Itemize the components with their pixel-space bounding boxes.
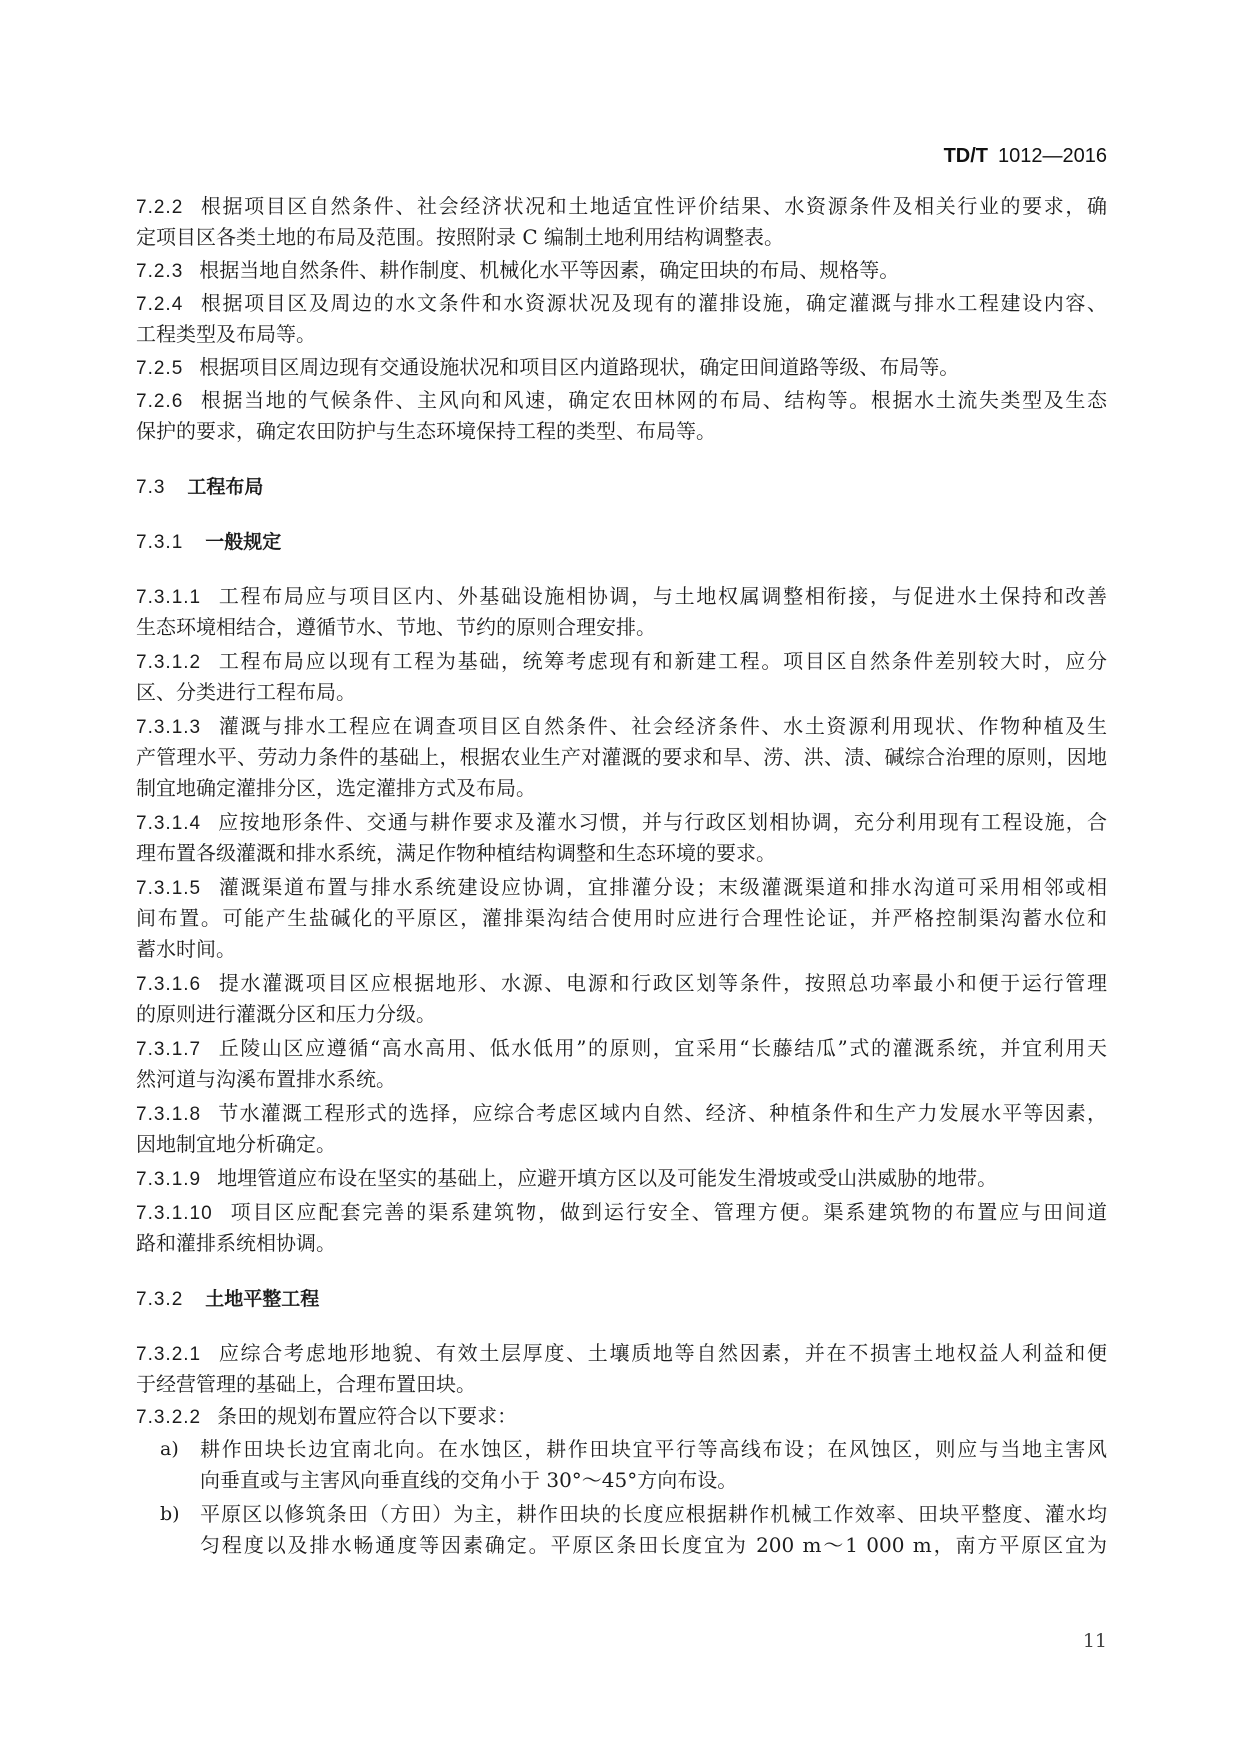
clause-line — [136, 1369, 1107, 1400]
clause-line — [136, 1228, 1107, 1259]
clause-line — [136, 352, 1107, 383]
clause-line — [136, 1033, 1107, 1064]
clause-number: 7.3.1.9 — [136, 1169, 202, 1190]
list-item-a — [136, 1434, 1107, 1496]
clause-text: 节水灌溉工程形式的选择，应综合考虑区域内自然、经济、种植条件和生产力发展水平等因素， — [217, 1101, 1107, 1125]
clause-text: 理布置各级灌溉和排水系统，满足作物种植结构调整和生态环境的要求。 — [136, 841, 776, 865]
list-item-text: 匀程度以及排水畅通度等因素确定。平原区条田长度宜为 200 m～1 000 m，南方平原区宜为 — [200, 1533, 1107, 1557]
clause-line — [136, 742, 1107, 773]
clause-text: 工程布局应与项目区内、外基础设施相协调，与土地权属调整相衔接，与促进水土保持和改善 — [217, 584, 1107, 608]
clause-line — [136, 646, 1107, 677]
standard-code-header — [944, 141, 1107, 172]
clause-7-2-6 — [136, 385, 1107, 447]
clause-line — [136, 968, 1107, 999]
clause-line — [136, 1401, 1107, 1432]
clause-7-2-4 — [136, 288, 1107, 350]
clause-7-3-1-1 — [136, 581, 1107, 643]
page-number: 11 — [1082, 1630, 1107, 1652]
clause-number: 7.3.1.3 — [136, 717, 202, 738]
clause-number: 7.2.4 — [136, 294, 184, 315]
clause-line — [136, 1163, 1107, 1194]
clause-number: 7.2.2 — [136, 197, 184, 218]
clause-text: 项目区应配套完善的渠系建筑物，做到运行安全、管理方便。渠系建筑物的布置应与田间道 — [228, 1200, 1107, 1224]
list-item-line — [200, 1465, 1107, 1496]
list-item-text: 耕作田块长边宜南北向。在水蚀区，耕作田块宜平行等高线布设；在风蚀区，则应与当地主害风 — [200, 1437, 1107, 1461]
clause-text: 根据项目区自然条件、社会经济状况和土地适宜性评价结果、水资源条件及相关行业的要求，确 — [199, 194, 1107, 218]
clause-line — [136, 934, 1107, 965]
clause-text: 因地制宜地分析确定。 — [136, 1132, 336, 1156]
clause-text: 定项目区各类土地的布局及范围。按照附录 C 编制土地利用结构调整表。 — [136, 225, 785, 249]
document-body — [136, 191, 1107, 1561]
clause-line — [136, 773, 1107, 804]
clause-line — [136, 999, 1107, 1030]
clause-text: 提水灌溉项目区应根据地形、水源、电源和行政区划等条件，按照总功率最小和便于运行管理 — [217, 971, 1107, 995]
clause-text: 保护的要求，确定农田防护与生态环境保持工程的类型、布局等。 — [136, 419, 716, 443]
clause-line — [136, 903, 1107, 934]
clause-7-3-1-10 — [136, 1197, 1107, 1259]
clause-line — [136, 1197, 1107, 1228]
clause-line — [136, 1098, 1107, 1129]
clause-text: 根据当地的气候条件、主风向和风速，确定农田林网的布局、结构等。根据水土流失类型及生态 — [199, 388, 1107, 412]
list-item-text: 平原区以修筑条田（方田）为主，耕作田块的长度应根据耕作机械工作效率、田块平整度、灌水均 — [200, 1502, 1107, 1526]
clause-text: 蓄水时间。 — [136, 937, 236, 961]
clause-line — [136, 677, 1107, 708]
clause-line — [136, 191, 1107, 222]
clause-number: 7.2.3 — [136, 261, 184, 282]
clause-text: 然河道与沟溪布置排水系统。 — [136, 1067, 396, 1091]
clause-number: 7.3.1.10 — [136, 1203, 213, 1224]
heading-title: 土地平整工程 — [205, 1288, 320, 1310]
clause-text: 产管理水平、劳动力条件的基础上，根据农业生产对灌溉的要求和旱、涝、洪、渍、碱综合治理的原则，因地 — [136, 745, 1107, 769]
list-item-label: a) — [160, 1438, 179, 1460]
clause-number: 7.3.1.6 — [136, 974, 202, 995]
standard-number: 1012—2016 — [998, 145, 1107, 167]
clause-number: 7.3.2.1 — [136, 1344, 202, 1365]
clause-line — [136, 385, 1107, 416]
clause-line — [136, 255, 1107, 286]
clause-text: 工程类型及布局等。 — [136, 322, 316, 346]
clause-line — [136, 581, 1107, 612]
clause-line — [136, 288, 1107, 319]
clause-text: 的原则进行灌溉分区和压力分级。 — [136, 1002, 436, 1026]
clause-line — [136, 222, 1107, 253]
clause-text: 于经营管理的基础上，合理布置田块。 — [136, 1372, 476, 1396]
clause-line — [136, 416, 1107, 447]
clause-number: 7.3.1.2 — [136, 652, 202, 673]
heading-number: 7.3 — [136, 477, 166, 498]
heading-title: 一般规定 — [205, 531, 282, 553]
clause-7-2-2 — [136, 191, 1107, 253]
clause-number: 7.2.6 — [136, 391, 184, 412]
clause-text: 路和灌排系统相协调。 — [136, 1231, 336, 1255]
clause-line — [136, 1064, 1107, 1095]
clause-number: 7.3.1.8 — [136, 1104, 202, 1125]
clause-text: 灌溉与排水工程应在调查项目区自然条件、社会经济条件、水土资源利用现状、作物种植及生 — [217, 714, 1107, 738]
clause-7-3-1-4 — [136, 807, 1107, 869]
list-item-line — [200, 1530, 1107, 1561]
list-item-label: b) — [160, 1503, 180, 1525]
clause-7-3-1-5 — [136, 872, 1107, 965]
clause-text: 根据项目区周边现有交通设施状况和项目区内道路现状，确定田间道路等级、布局等。 — [199, 355, 960, 379]
clause-text: 灌溉渠道布置与排水系统建设应协调，宜排灌分设；末级灌溉渠道和排水沟道可采用相邻或相 — [217, 875, 1107, 899]
clause-7-3-1-9 — [136, 1163, 1107, 1194]
list-item-line — [200, 1499, 1107, 1530]
heading-title: 工程布局 — [187, 476, 264, 498]
clause-line — [136, 872, 1107, 903]
clause-text: 制宜地确定灌排分区，选定灌排方式及布局。 — [136, 776, 536, 800]
clause-7-2-5 — [136, 352, 1107, 383]
standard-prefix: TD/T — [943, 145, 989, 167]
clause-line — [136, 1338, 1107, 1369]
heading-number: 7.3.2 — [136, 1289, 184, 1310]
clause-number: 7.3.1.7 — [136, 1039, 202, 1060]
clause-line — [136, 838, 1107, 869]
list-item-line — [200, 1434, 1107, 1465]
clause-7-3-1-3 — [136, 711, 1107, 804]
clause-text: 间布置。可能产生盐碱化的平原区，灌排渠沟结合使用时应进行合理性论证，并严格控制渠沟蓄水位和 — [136, 906, 1107, 930]
clause-text: 根据项目区及周边的水文条件和水资源状况及现有的灌排设施，确定灌溉与排水工程建设内容、 — [199, 291, 1107, 315]
clause-7-3-1-7 — [136, 1033, 1107, 1095]
clause-text: 区、分类进行工程布局。 — [136, 680, 356, 704]
clause-7-3-1-8 — [136, 1098, 1107, 1160]
clause-text: 应综合考虑地形地貌、有效土层厚度、土壤质地等自然因素，并在不损害土地权益人利益和便 — [217, 1341, 1107, 1365]
clause-line — [136, 807, 1107, 838]
clause-text: 根据当地自然条件、耕作制度、机械化水平等因素，确定田块的布局、规格等。 — [199, 258, 900, 282]
clause-7-3-2-2 — [136, 1401, 1107, 1561]
clause-line — [136, 1129, 1107, 1160]
clause-text: 地埋管道应布设在坚实的基础上，应避开填方区以及可能发生滑坡或受山洪威胁的地带。 — [217, 1166, 998, 1190]
clause-number: 7.3.1.4 — [136, 813, 202, 834]
clause-7-2-3 — [136, 255, 1107, 286]
clause-text: 生态环境相结合，遵循节水、节地、节约的原则合理安排。 — [136, 615, 656, 639]
clause-text: 应按地形条件、交通与耕作要求及灌水习惯，并与行政区划相协调，充分利用现有工程设施，合 — [217, 810, 1107, 834]
clause-number: 7.3.1.1 — [136, 587, 202, 608]
clause-text: 丘陵山区应遵循“高水高用、低水低用”的原则，宜采用“长藤结瓜”式的灌溉系统，并宜利用天 — [217, 1036, 1107, 1060]
list-item-b — [136, 1499, 1107, 1561]
clause-number: 7.2.5 — [136, 358, 184, 379]
list-item-text: 向垂直或与主害风向垂直线的交角小于 30°～45°方向布设。 — [200, 1468, 738, 1492]
section-heading-7-3-2 — [136, 1283, 1107, 1314]
clause-text: 工程布局应以现有工程为基础，统筹考虑现有和新建工程。项目区自然条件差别较大时，应分 — [217, 649, 1107, 673]
clause-number: 7.3.1.5 — [136, 878, 202, 899]
clause-7-3-2-1 — [136, 1338, 1107, 1400]
heading-number: 7.3.1 — [136, 532, 184, 553]
clause-line — [136, 612, 1107, 643]
section-heading-7-3-1 — [136, 526, 1107, 557]
clause-line — [136, 711, 1107, 742]
section-heading-7-3 — [136, 471, 1107, 502]
heading-line — [136, 526, 1107, 557]
clause-line — [136, 319, 1107, 350]
heading-line — [136, 471, 1107, 502]
clause-7-3-1-6 — [136, 968, 1107, 1030]
clause-number: 7.3.2.2 — [136, 1407, 202, 1428]
heading-line — [136, 1283, 1107, 1314]
clause-7-3-1-2 — [136, 646, 1107, 708]
clause-text: 条田的规划布置应符合以下要求： — [217, 1404, 518, 1428]
